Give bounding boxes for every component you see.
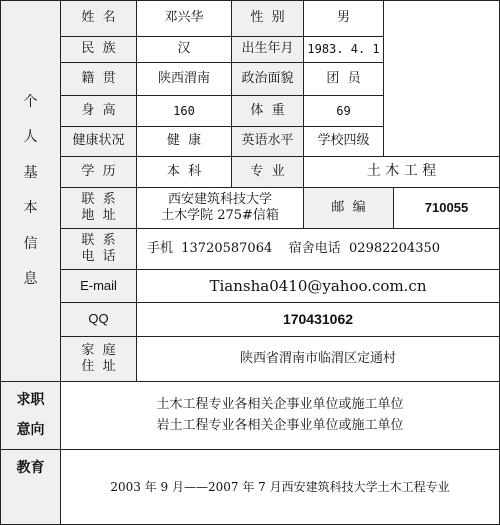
ethnicity-value: 汉 bbox=[136, 36, 232, 63]
qq-label: QQ bbox=[60, 302, 137, 337]
health-label: 健康状况 bbox=[60, 126, 137, 157]
degree-label: 学 历 bbox=[60, 156, 137, 188]
english-value: 学校四级 bbox=[303, 126, 384, 157]
ethnicity-label: 民 族 bbox=[60, 36, 137, 63]
political-label: 政治面貌 bbox=[231, 62, 304, 96]
home-label: 家 庭 住 址 bbox=[60, 336, 137, 382]
section-personal-info: 个 人 基 本 信 息 bbox=[0, 0, 61, 382]
height-label: 身 高 bbox=[60, 95, 137, 127]
phone-value: 手机 13720587064 宿舍电话 02982204350 bbox=[136, 228, 500, 270]
height-value: 160 bbox=[136, 95, 232, 127]
name-label: 姓 名 bbox=[60, 0, 137, 37]
postcode-label: 邮 编 bbox=[303, 187, 394, 229]
health-value: 健 康 bbox=[136, 126, 232, 157]
home-value: 陕西省渭南市临渭区定通村 bbox=[136, 336, 500, 382]
major-label: 专 业 bbox=[231, 156, 304, 188]
section-objective: 求职 意向 bbox=[0, 381, 61, 450]
origin-label: 籍 贯 bbox=[60, 62, 137, 96]
phone-label: 联 系 电 话 bbox=[60, 228, 137, 270]
email-label: E-mail bbox=[60, 269, 137, 303]
email-value: Tiansha0410@yahoo.com.cn bbox=[136, 269, 500, 303]
political-value: 团 员 bbox=[303, 62, 384, 96]
address-value: 西安建筑科技大学 土木学院 275#信箱 bbox=[136, 187, 304, 229]
birth-value: 1983. 4. 1 bbox=[303, 36, 384, 63]
section-education: 教育 bbox=[0, 449, 61, 525]
weight-value: 69 bbox=[303, 95, 384, 127]
education-value: 2003 年 9 月——2007 年 7 月西安建筑科技大学土木工程专业 bbox=[60, 449, 500, 525]
objective-value: 土木工程专业各相关企事业单位或施工单位 岩土工程专业各相关企事业单位或施工单位 bbox=[60, 381, 500, 450]
gender-label: 性 别 bbox=[231, 0, 304, 37]
major-value: 土 木 工 程 bbox=[303, 156, 500, 188]
origin-value: 陕西渭南 bbox=[136, 62, 232, 96]
english-label: 英语水平 bbox=[231, 126, 304, 157]
gender-value: 男 bbox=[303, 0, 384, 37]
photo-area bbox=[383, 0, 500, 157]
name-value: 邓兴华 bbox=[136, 0, 232, 37]
weight-label: 体 重 bbox=[231, 95, 304, 127]
address-label: 联 系 地 址 bbox=[60, 187, 137, 229]
birth-label: 出生年月 bbox=[231, 36, 304, 63]
qq-value: 170431062 bbox=[136, 302, 500, 337]
postcode-value: 710055 bbox=[393, 187, 500, 229]
degree-value: 本 科 bbox=[136, 156, 232, 188]
